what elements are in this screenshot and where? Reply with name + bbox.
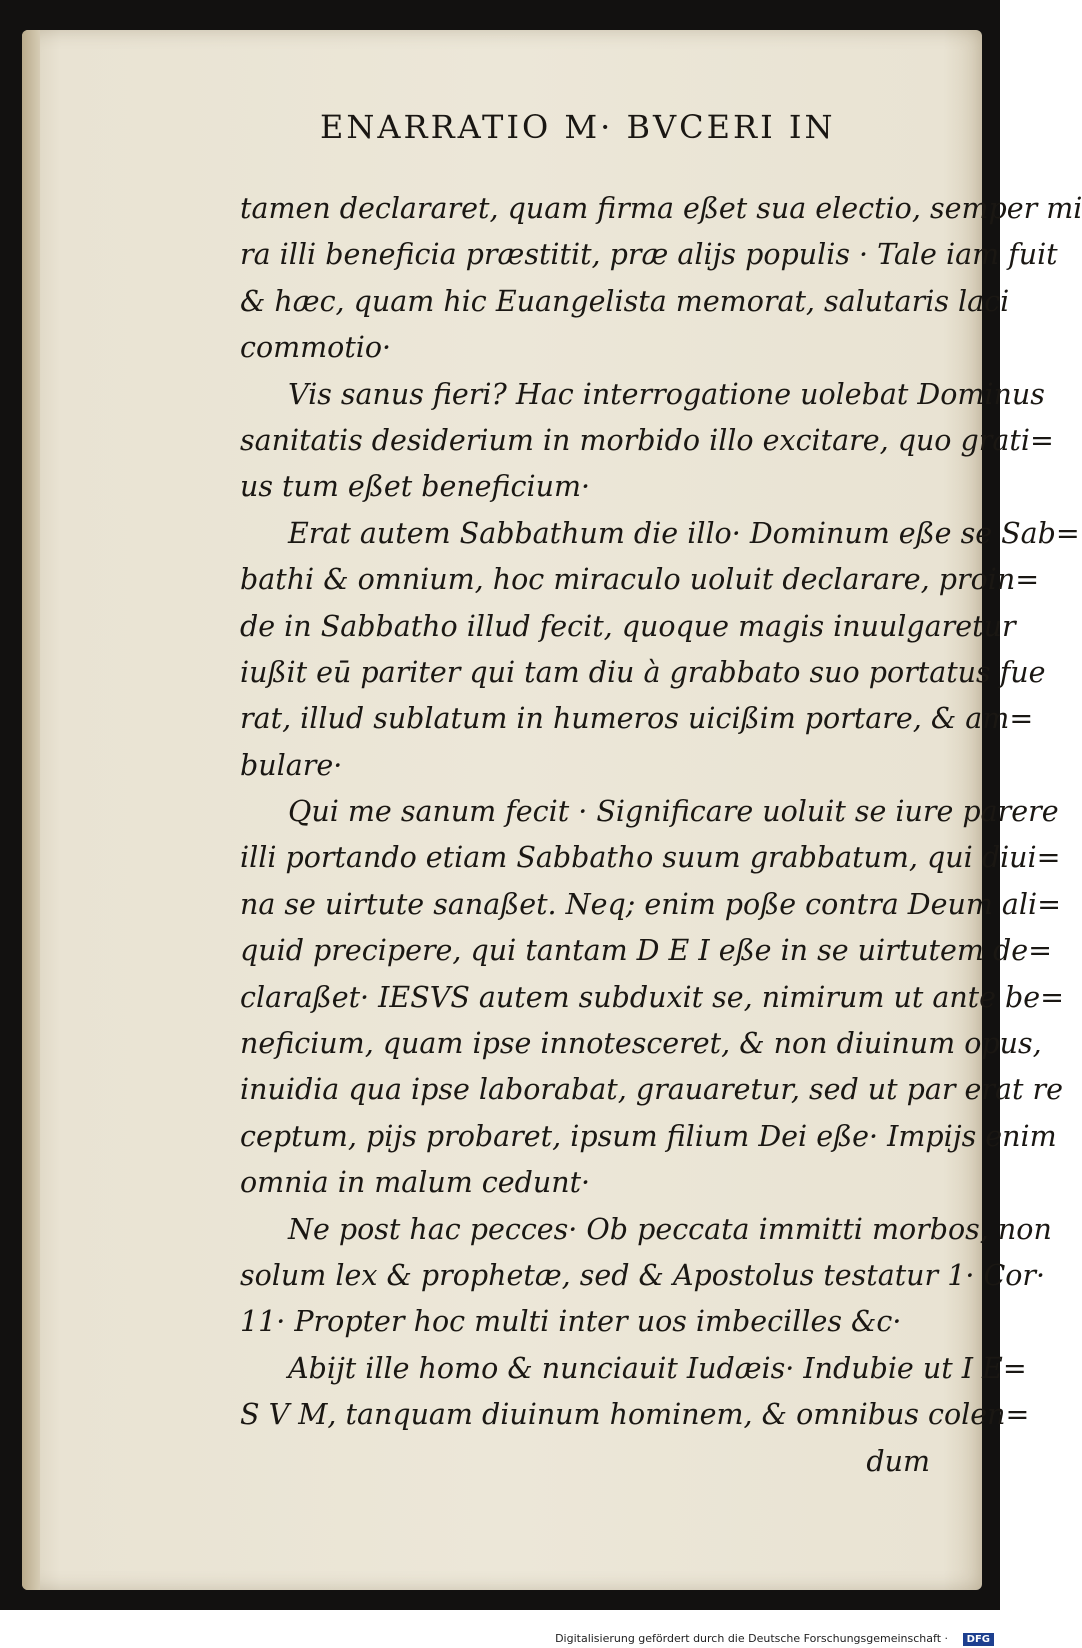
text-line: sanitatis desiderium in morbido illo excitare, quo grati= bbox=[240, 423, 1054, 457]
text-line: ra illi beneficia præstitit, præ alijs populis · Tale iam fuit bbox=[240, 238, 1058, 272]
text-line: Erat autem Sabbathum die illo· Dominum eße se Sab= bbox=[288, 516, 1080, 550]
text-line: Ne post hac pecces· Ob peccata immitti morbos, non bbox=[288, 1212, 1052, 1246]
text-line: tamen declararet, quam firma eßet sua electio, semper mi bbox=[240, 192, 1082, 225]
text-line: ceptum, pijs probaret, ipsum filium Dei eße· Impijs enim bbox=[240, 1119, 1057, 1153]
text-line: bulare· bbox=[240, 748, 343, 782]
text-line: claraßet· IESVS autem subduxit se, nimirum ut ante be= bbox=[240, 980, 1065, 1014]
text-line: rat, illud sublatum in humeros uicißim portare, & am= bbox=[240, 702, 1034, 736]
text-line: bathi & omnium, hoc miraculo uoluit declarare, proin= bbox=[240, 563, 1040, 597]
text-line: Qui me sanum fecit · Significare uoluit se iure parere bbox=[288, 795, 1059, 829]
text-line: S V M, tanquam diuinum hominem, & omnibus colen= bbox=[240, 1398, 1030, 1432]
body-text bbox=[240, 186, 1082, 1485]
text-line: 11· Propter hoc multi inter uos imbecilles &c· bbox=[240, 1305, 902, 1339]
catchword: dum bbox=[866, 1444, 930, 1478]
running-head: ENARRATIO M· BVCERI IN bbox=[320, 108, 836, 146]
dfg-logo: DFG bbox=[963, 1633, 994, 1646]
text-line: Abijt ille homo & nunciauit Iudæis· Indubie ut I E= bbox=[288, 1351, 1027, 1385]
text-line: commotio· bbox=[240, 331, 392, 365]
text-line: quid precipere, qui tantam D E I eße in se uirtutem de= bbox=[240, 934, 1052, 968]
text-line: na se uirtute sanaßet. Neq; enim poße contra Deum ali= bbox=[240, 887, 1062, 921]
page-edge bbox=[22, 30, 40, 1590]
text-line: omnia in malum cedunt· bbox=[240, 1166, 591, 1200]
text-line: us tum eßet beneficium· bbox=[240, 470, 591, 504]
text-line: solum lex & prophetæ, sed & Apostolus testatur 1· Cor· bbox=[240, 1258, 1046, 1292]
text-line: de in Sabbatho illud fecit, quoque magis inuulgaretur bbox=[240, 609, 1016, 643]
text-line: & hæc, quam hic Euangelista memorat, salutaris laci bbox=[240, 284, 1010, 318]
digitization-credit: Digitalisierung gefördert durch die Deutsche Forschungsgemeinschaft · bbox=[555, 1632, 948, 1645]
text-line: inuidia qua ipse laborabat, grauaretur, sed ut par erat re bbox=[240, 1073, 1064, 1107]
text-line: illi portando etiam Sabbatho suum grabbatum, qui diui= bbox=[240, 841, 1061, 875]
text-line: iußit eū pariter qui tam diu à grabbato suo portatus fue bbox=[240, 655, 1046, 689]
text-line: neficium, quam ipse innotesceret, & non diuinum opus, bbox=[240, 1027, 1042, 1061]
text-line: Vis sanus fieri? Hac interrogatione uolebat Dominus bbox=[288, 377, 1045, 411]
